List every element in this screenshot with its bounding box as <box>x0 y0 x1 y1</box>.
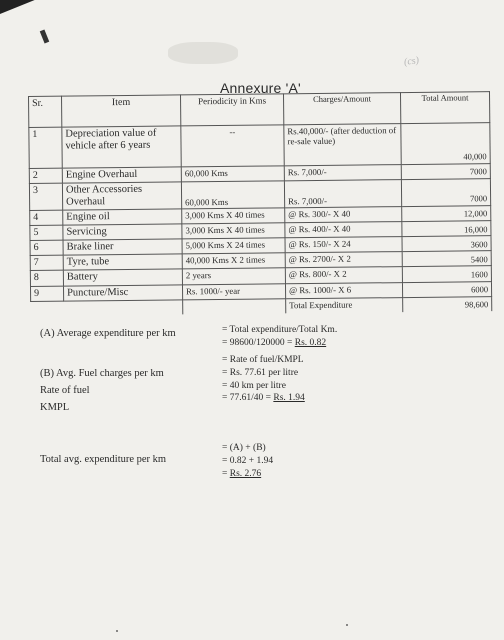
cell-item: Brake liner <box>63 239 182 255</box>
rate-of-fuel-label: Rate of fuel <box>40 385 90 396</box>
fuel-charges-formula <box>222 354 305 405</box>
scan-smudge <box>168 42 238 64</box>
formula-line: = 98600/120000 = Rs. 0.82 <box>222 337 327 348</box>
cell-charges: Rs. 7,000/- <box>284 165 401 181</box>
header-sr: Sr. <box>29 96 62 127</box>
cell-periodicity: 60,000 Kms <box>181 181 284 209</box>
cell-periodicity: 60,000 Kms <box>181 166 284 182</box>
cell-charges: @ Rs. 150/- X 24 <box>285 237 402 253</box>
cell-sr: 1 <box>29 127 62 168</box>
formula-line: = 77.61/40 = Rs. 1.94 <box>222 393 305 404</box>
formula-line: = (A) + (B) <box>222 443 266 453</box>
cell-total: 7000 <box>401 164 490 180</box>
cell-item: Puncture/Misc <box>63 284 182 300</box>
scan-speck <box>346 624 348 626</box>
total-expenditure-label: Total Expenditure <box>286 297 403 313</box>
cell-total: 40,000 <box>401 123 490 165</box>
cell-item: Engine oil <box>63 209 182 225</box>
cell-total: 6000 <box>402 281 491 297</box>
cell-sr: 7 <box>30 256 63 271</box>
total-expenditure-value: 98,600 <box>403 296 492 311</box>
cell-sr: 3 <box>29 183 62 210</box>
cell-total: 16,000 <box>402 221 491 237</box>
cell-charges: @ Rs. 300/- X 40 <box>285 207 402 223</box>
cell-total: 12,000 <box>402 206 491 222</box>
total-avg-formula <box>222 442 273 480</box>
table-header-row <box>29 92 490 128</box>
cell-total: 1600 <box>402 266 491 282</box>
header-periodicity: Periodicity in Kms <box>180 94 283 126</box>
cell-periodicity: 2 years <box>182 268 285 284</box>
scan-edge-mark <box>40 30 50 44</box>
faint-stamp: (cs) <box>403 55 420 68</box>
total-avg-result: Rs. 2.76 <box>229 468 262 479</box>
cell-sr: 4 <box>30 210 63 225</box>
header-total: Total Amount <box>400 92 489 124</box>
header-charges: Charges/Amount <box>283 93 400 125</box>
cell-sr: 8 <box>30 271 63 286</box>
scan-speck <box>116 630 118 632</box>
cell-sr: 6 <box>30 240 63 255</box>
cell-sr: 5 <box>30 225 63 240</box>
cell-charges: @ Rs. 800/- X 2 <box>285 267 402 283</box>
expense-table-wrapper <box>28 91 492 315</box>
cell-periodicity: 3,000 Kms X 40 times <box>182 223 285 239</box>
cell-total: 5400 <box>402 251 491 267</box>
cell-charges: Rs.40,000/- (after deduction of re-sale value) <box>284 124 401 166</box>
cell-periodicity: 3,000 Kms X 40 times <box>182 208 285 224</box>
avg-expenditure-formula <box>222 324 337 350</box>
formula-line: = Rs. 2.76 <box>222 468 262 479</box>
cell-charges: @ Rs. 2700/- X 2 <box>285 252 402 268</box>
cell-item: Servicing <box>63 224 182 240</box>
total-avg-expenditure-label: Total avg. expenditure per km <box>40 454 167 465</box>
fuel-charges-label: (B) Avg. Fuel charges per km <box>40 368 164 379</box>
cell-charges: @ Rs. 400/- X 40 <box>285 222 402 238</box>
formula-line: = Rs. 77.61 per litre <box>222 367 299 378</box>
cell-item: Tyre, tube <box>63 254 182 270</box>
cell-periodicity: 5,000 Kms X 24 times <box>182 238 285 254</box>
formula-line: = Rate of fuel/KMPL <box>222 355 304 365</box>
formula-line: = Total expenditure/Total Km. <box>222 325 338 335</box>
avg-expenditure-label: (A) Average expenditure per km <box>40 328 176 339</box>
avg-expenditure-result: Rs. 0.82 <box>294 337 327 348</box>
cell-item: Battery <box>63 269 182 285</box>
cell-sr: 2 <box>29 168 62 183</box>
cell-sr: 9 <box>30 286 63 301</box>
cell-charges: Rs. 7,000/- <box>284 180 401 208</box>
scan-corner-mark <box>0 0 40 14</box>
document-title: Annexure 'A' <box>220 80 301 96</box>
cell-item: Engine Overhaul <box>62 167 181 183</box>
formula-line: = 40 km per litre <box>222 380 286 391</box>
cell-item: Depreciation value of vehicle after 6 years <box>62 126 181 168</box>
formula-line: = 0.82 + 1.94 <box>222 455 274 466</box>
cell-charges: @ Rs. 1000/- X 6 <box>285 282 402 298</box>
cell-periodicity: -- <box>181 125 284 167</box>
cell-periodicity: 40,000 Kms X 2 times <box>182 253 285 269</box>
cell-total: 3600 <box>402 236 491 252</box>
kmpl-label: KMPL <box>40 402 70 413</box>
expense-table <box>28 91 492 315</box>
fuel-charges-result: Rs. 1.94 <box>273 393 305 404</box>
table-row <box>29 123 490 169</box>
cell-item: Other Accessories Overhaul <box>62 182 181 210</box>
header-item: Item <box>62 95 181 127</box>
cell-periodicity: Rs. 1000/- year <box>182 283 285 299</box>
cell-total: 7000 <box>401 179 490 207</box>
